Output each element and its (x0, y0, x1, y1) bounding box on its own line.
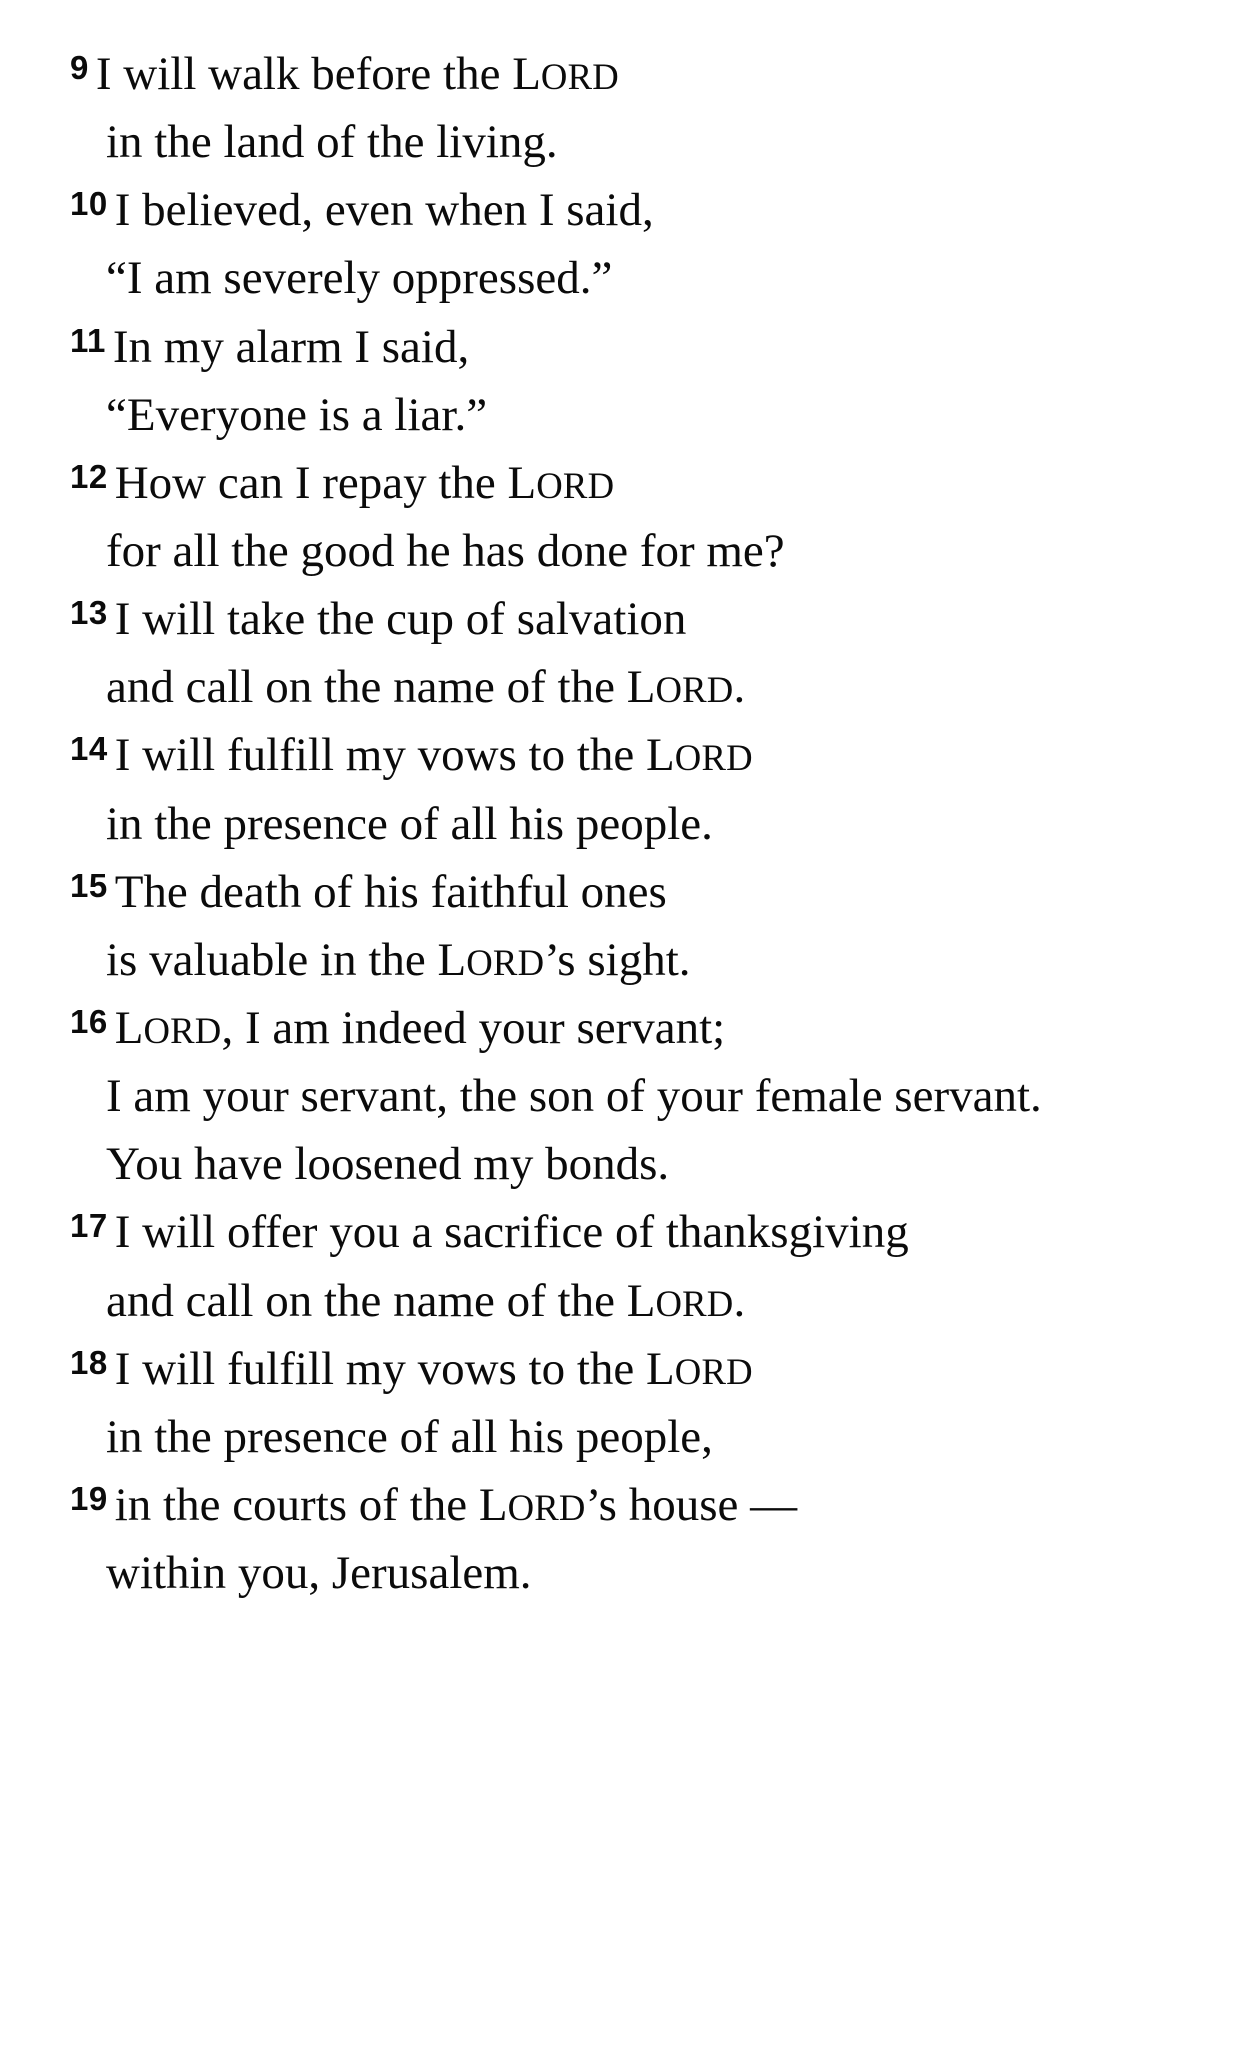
verse (70, 858, 1182, 994)
verse-text: I will walk before the (95, 48, 513, 100)
divine-name-smallcaps: LORD (114, 1001, 222, 1054)
verse-text: I will offer you a sacrifice of thanksgiving (114, 1206, 909, 1259)
divine-name-smallcaps: LORD (626, 661, 734, 714)
divine-name-smallcaps: LORD (507, 456, 615, 509)
verse (70, 721, 1182, 857)
verse (70, 313, 1182, 449)
verse-continuation-line (70, 1062, 1182, 1130)
verse-number: 16 (70, 1002, 108, 1040)
verse-continuation-line (70, 1267, 1182, 1335)
verse-text: is valuable in the (106, 933, 438, 986)
verse-first-line (70, 449, 1182, 517)
verse-continuation-line (70, 244, 1182, 312)
divine-name-smallcaps: LORD (437, 933, 545, 986)
verse-continuation-line (70, 790, 1182, 858)
verse-text: ’s sight. (544, 933, 691, 986)
verse-number: 13 (70, 594, 108, 632)
verse-continuation-line (70, 517, 1182, 585)
verse-number: 9 (70, 49, 89, 86)
verse-text: You have loosened my bonds. (106, 1138, 670, 1191)
verse-first-line (70, 1198, 1182, 1266)
verse (70, 1471, 1182, 1607)
divine-name-smallcaps: LORD (646, 1342, 753, 1395)
verse-first-line (70, 1335, 1182, 1403)
verse-first-line (70, 313, 1182, 381)
verse (70, 994, 1182, 1198)
verse-text: I will take the cup of salvation (114, 593, 687, 646)
verse-text: I will fulfill my vows to the (114, 1342, 647, 1395)
divine-name-smallcaps: LORD (512, 48, 619, 100)
verse (70, 1335, 1182, 1471)
verse-number: 18 (70, 1343, 108, 1381)
verse-text: The death of his faithful ones (114, 865, 667, 918)
verse-text: for all the good he has done for me? (106, 524, 785, 577)
verse (70, 176, 1182, 312)
verse-text: and call on the name of the (106, 1274, 627, 1327)
verse-text: How can I repay the (114, 456, 508, 509)
verse-text: in the presence of all his people. (106, 797, 713, 850)
verse-text: in the presence of all his people, (106, 1410, 713, 1463)
verse-number: 17 (70, 1207, 108, 1245)
verse-text: ’s house — (585, 1478, 798, 1531)
verse-first-line (70, 585, 1182, 653)
verse-number: 10 (70, 185, 108, 223)
verse (70, 585, 1182, 721)
verse-number: 12 (70, 457, 108, 495)
verse-continuation-line (70, 381, 1182, 449)
divine-name-smallcaps: LORD (626, 1274, 734, 1327)
verse-continuation-line (70, 926, 1182, 994)
verse-first-line (70, 994, 1182, 1062)
verse-text: “Everyone is a liar.” (106, 388, 488, 441)
verse (70, 449, 1182, 585)
verse (70, 40, 1182, 176)
verse-first-line (70, 858, 1182, 926)
verse-text: . (733, 1274, 746, 1327)
verse-continuation-line (70, 1403, 1182, 1471)
divine-name-smallcaps: LORD (646, 729, 753, 782)
verse-text: in the land of the living. (106, 116, 558, 169)
verse-text: I will fulfill my vows to the (114, 729, 647, 782)
verse-text: I believed, even when I said, (114, 184, 654, 237)
verse-continuation-line (70, 653, 1182, 721)
verse-first-line (70, 721, 1182, 789)
verse-text: . (733, 661, 746, 714)
verse-text: In my alarm I said, (112, 320, 470, 373)
verse-number: 19 (70, 1479, 108, 1517)
verse-continuation-line (70, 1130, 1182, 1198)
verse-text: and call on the name of the (106, 661, 627, 714)
verse-text: , I am indeed your servant; (221, 1001, 726, 1054)
verse-number: 14 (70, 730, 108, 768)
verse-number: 11 (70, 321, 106, 359)
verse-continuation-line (70, 1539, 1182, 1607)
verse-continuation-line (70, 108, 1182, 176)
verse-first-line (70, 1471, 1182, 1539)
verse-number: 15 (70, 866, 108, 904)
divine-name-smallcaps: LORD (478, 1478, 586, 1531)
verse-first-line (70, 40, 1182, 108)
verse-text: in the courts of the (114, 1478, 479, 1531)
verse-text: within you, Jerusalem. (106, 1547, 532, 1600)
verse (70, 1198, 1182, 1334)
verse-text: I am your servant, the son of your female servant. (106, 1070, 1042, 1123)
verse-list (70, 40, 1182, 1607)
verse-first-line (70, 176, 1182, 244)
verse-text: “I am severely oppressed.” (106, 252, 613, 305)
